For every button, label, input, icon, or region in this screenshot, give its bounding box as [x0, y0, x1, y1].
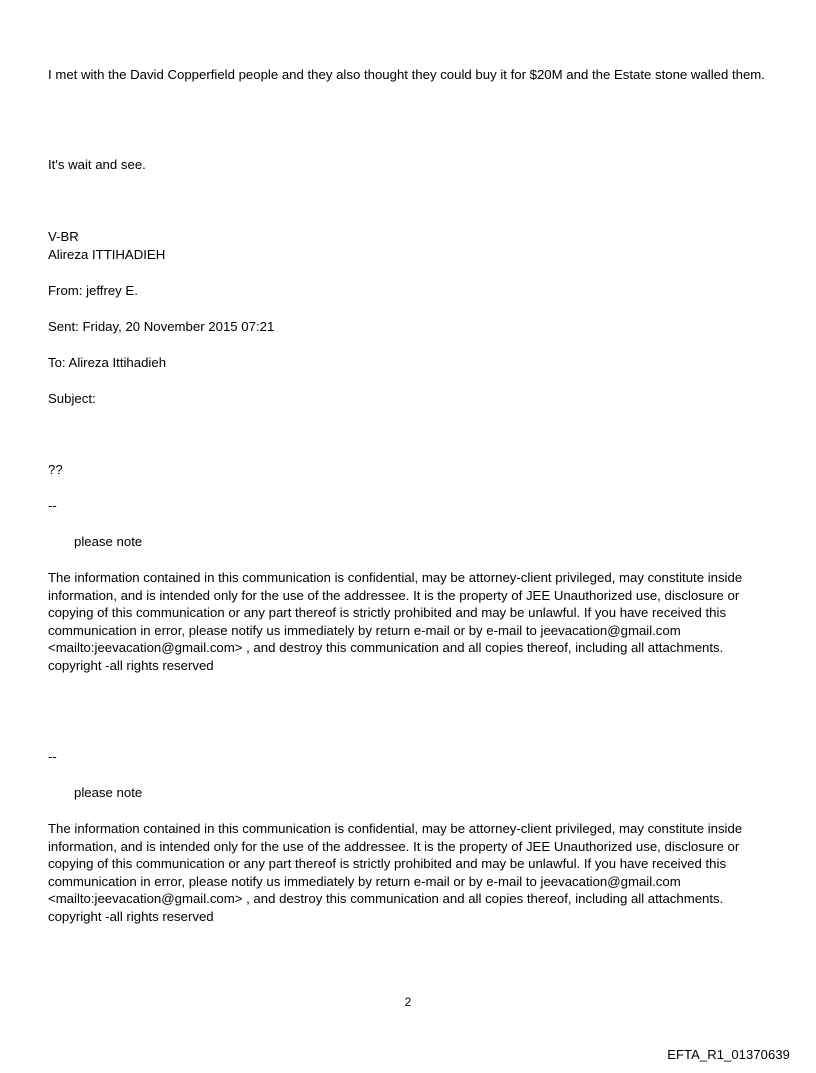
header-to: To: Alireza Ittihadieh: [48, 355, 167, 370]
disclaimer-heading: please note: [74, 534, 143, 549]
reply-text: ??: [48, 462, 63, 477]
body-paragraph: I met with the David Copperfield people and they also thought they could buy it for $20M and the Estate stone walled them.: [48, 67, 765, 82]
disclaimer-separator: --: [48, 749, 57, 764]
signature-name: Alireza ITTIHADIEH: [48, 247, 166, 262]
disclaimer-text: The information contained in this communication is confidential, may be attorney-client privileged, may constitute inside information, and is intended only for the use of the addressee. It is the property of JEE Unauthorized use, disclosure or copying of this communication or any part thereof is strictly prohibited and may be unlawful. If you have received this communication in error, please notify us immediately by return e-mail or by e-mail to jeevacation@gmail.com <mailto:jeevacation@gmail.com> , and destroy this communication and all copies thereof, including all attachments. copyright -all rights reserved: [48, 570, 743, 673]
disclaimer-separator: --: [48, 498, 57, 513]
disclaimer-heading: please note: [74, 785, 143, 800]
header-subject: Subject:: [48, 391, 96, 406]
disclaimer-text: The information contained in this communication is confidential, may be attorney-client privileged, may constitute inside information, and is intended only for the use of the addressee. It is the property of JEE Unauthorized use, disclosure or copying of this communication or any part thereof is strictly prohibited and may be unlawful. If you have received this communication in error, please notify us immediately by return e-mail or by e-mail to jeevacation@gmail.com <mailto:jeevacation@gmail.com> , and destroy this communication and all copies thereof, including all attachments. copyright -all rights reserved: [48, 821, 743, 924]
signature-closing: V-BR: [48, 229, 79, 244]
header-sent: Sent: Friday, 20 November 2015 07:21: [48, 319, 275, 334]
header-from: From: jeffrey E.: [48, 283, 138, 298]
body-line: It's wait and see.: [48, 157, 146, 172]
page-number: 2: [404, 995, 412, 1009]
bates-number: EFTA_R1_01370639: [667, 1047, 790, 1062]
